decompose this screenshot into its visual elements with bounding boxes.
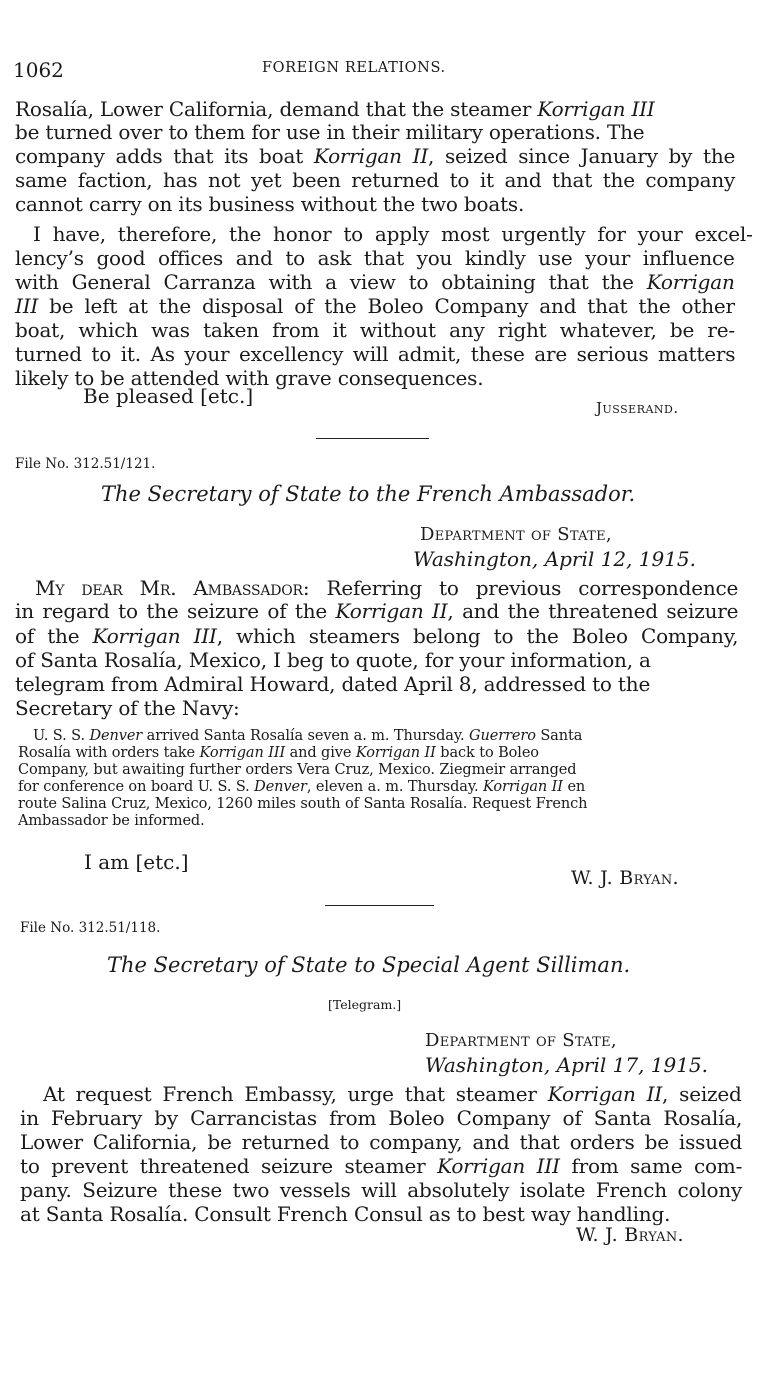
text-line: for conference on board U. S. S. Denver, eleven a. m. Thursday. Korrigan II en — [18, 779, 586, 795]
page-number: 1062 — [13, 58, 64, 82]
telegram-note: [Telegram.] — [328, 997, 402, 1012]
text-line: route Salina Cruz, Mexico, 1260 miles south of Santa Rosalía. Request French — [18, 796, 588, 812]
text-line: of the Korrigan III, which steamers belong to the Boleo Company, — [15, 624, 739, 648]
text-line: Secretary of the Navy: — [15, 696, 240, 720]
letter-signature: W. J. Bryan. — [571, 867, 679, 889]
text-line: Rosalía with orders take Korrigan III and give Korrigan II back to Boleo — [18, 745, 539, 761]
letter-closing: I am [etc.] — [84, 850, 189, 874]
text-line: in February by Carrancistas from Boleo Company of Santa Rosalía, — [20, 1106, 743, 1130]
text-line: At request French Embassy, urge that steamer Korrigan II, seized — [43, 1082, 742, 1106]
text-line: I have, therefore, the honor to apply most urgently for your excel- — [33, 222, 753, 246]
text-line: turned to it. As your excellency will admit, these are serious matters — [15, 342, 736, 366]
dateline: Washington, April 17, 1915. — [425, 1053, 709, 1077]
department-heading: Department of State, — [425, 1030, 617, 1051]
telegram-signature: W. J. Bryan. — [576, 1224, 684, 1246]
text-line: Company, but awaiting further orders Vera Cruz, Mexico. Ziegmeir arranged — [18, 762, 577, 778]
top-letter-signature: Jusserand. — [596, 399, 679, 417]
department-heading: Department of State, — [420, 524, 612, 545]
text-line: to prevent threatened seizure steamer Korrigan III from same com- — [20, 1154, 743, 1178]
running-title: FOREIGN RELATIONS. — [262, 60, 446, 76]
section-divider — [325, 905, 434, 906]
text-line: be turned over to them for use in their military operations. The — [15, 120, 645, 144]
file-number: File No. 312.51/118. — [20, 920, 161, 936]
section-divider — [316, 438, 429, 439]
text-line: Rosalía, Lower California, demand that the steamer Korrigan III — [15, 97, 655, 121]
text-line: at Santa Rosalía. Consult French Consul as to best way handling. — [20, 1202, 671, 1226]
text-line: U. S. S. Denver arrived Santa Rosalía seven a. m. Thursday. Guerrero Santa — [33, 728, 583, 744]
text-line: with General Carranza with a view to obtaining that the Korrigan — [15, 270, 735, 294]
file-number: File No. 312.51/121. — [15, 456, 156, 472]
text-line: telegram from Admiral Howard, dated April 8, addressed to the — [15, 672, 651, 696]
top-letter-closing: Be pleased [etc.] — [83, 384, 254, 408]
text-line: My dear Mr. Ambassador: Referring to previous correspondence — [35, 576, 739, 600]
text-line: in regard to the seizure of the Korrigan II, and the threatened seizure — [15, 599, 739, 623]
text-line: company adds that its boat Korrigan II, seized since January by the — [15, 144, 736, 168]
text-line: Ambassador be informed. — [18, 813, 205, 829]
text-line: III be left at the disposal of the Boleo Company and that the other — [15, 294, 735, 318]
text-line: boat, which was taken from it without any right whatever, be re- — [15, 318, 735, 342]
dateline: Washington, April 12, 1915. — [413, 547, 697, 571]
text-line: cannot carry on its business without the two boats. — [15, 192, 525, 216]
text-line: of Santa Rosalía, Mexico, I beg to quote, for your information, a — [15, 648, 651, 672]
text-line: same faction, has not yet been returned to it and that the company — [15, 168, 736, 192]
document-title: The Secretary of State to Special Agent Silliman. — [107, 953, 631, 977]
text-line: pany. Seizure these two vessels will absolutely isolate French colony — [20, 1178, 743, 1202]
document-title: The Secretary of State to the French Ambassador. — [101, 482, 636, 506]
text-line: likely to be attended with grave consequences. — [15, 366, 484, 390]
text-line: lency’s good offices and to ask that you kindly use your influence — [15, 246, 735, 270]
text-line: Lower California, be returned to company, and that orders be issued — [20, 1130, 743, 1154]
